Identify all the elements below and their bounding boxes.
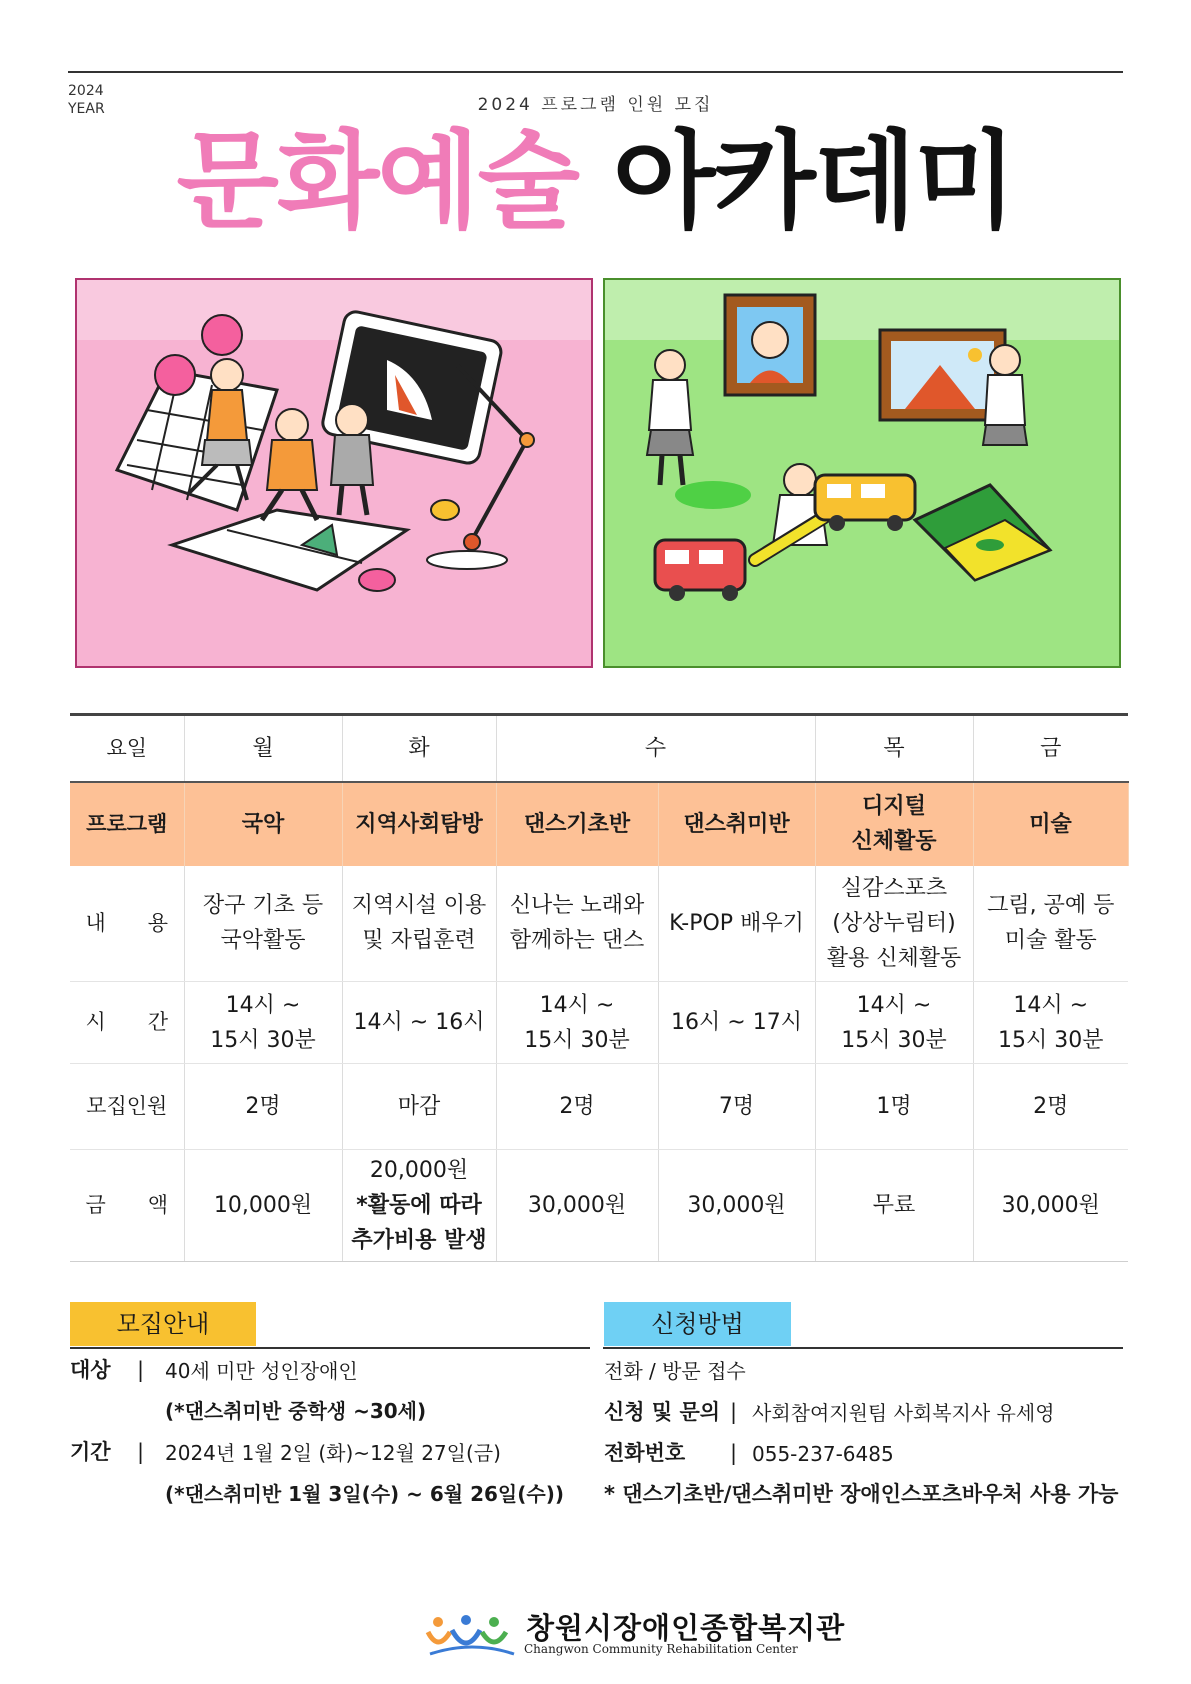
content-header: 내 용 xyxy=(70,866,184,982)
time-cell: 14시 ~ 16시 xyxy=(342,982,496,1064)
time-cell: 14시 ~ 15시 30분 xyxy=(184,982,342,1064)
day-thu: 목 xyxy=(815,715,973,782)
art-gallery-drawing-icon xyxy=(605,280,1119,666)
day-tue: 화 xyxy=(342,715,496,782)
illustration-right xyxy=(603,278,1121,668)
recruit-info-divider xyxy=(70,1347,590,1349)
footer-name-english: Changwon Community Rehabilitation Center xyxy=(524,1642,798,1656)
content-cell: 신나는 노래와 함께하는 댄스 xyxy=(496,866,658,982)
phone-value: 055-237-6485 xyxy=(752,1442,894,1466)
pipe-separator: | xyxy=(730,1441,738,1465)
program-row xyxy=(70,782,1128,866)
page-title xyxy=(0,118,1191,246)
fee-cell: 30,000원 xyxy=(658,1150,815,1262)
time-cell: 16시 ~ 17시 xyxy=(658,982,815,1064)
period-value: 2024년 1월 2일 (화)~12월 27일(금) xyxy=(165,1441,501,1465)
phone-key: 전화번호 xyxy=(604,1441,686,1465)
recruit-row xyxy=(70,1064,1128,1150)
program-name: 댄스취미반 xyxy=(658,782,815,866)
time-cell: 14시 ~ 15시 30분 xyxy=(496,982,658,1064)
footer-logo xyxy=(424,1610,520,1660)
fee-cell: 10,000원 xyxy=(184,1150,342,1262)
content-cell: 실감스포츠 (상상누림터) 활용 신체활동 xyxy=(815,866,973,982)
schedule-table xyxy=(70,713,1129,1262)
title-pink: 문화예술 xyxy=(176,120,579,243)
cheerleading-dance-study-icon xyxy=(77,280,591,666)
time-header: 시 간 xyxy=(70,982,184,1064)
program-header: 프로그램 xyxy=(70,782,184,866)
recruit-cell: 2명 xyxy=(496,1064,658,1150)
contact-key: 신청 및 문의 xyxy=(604,1400,721,1424)
time-cell: 14시 ~ 15시 30분 xyxy=(815,982,973,1064)
apply-info-divider xyxy=(603,1347,1123,1349)
welfare-center-logo-icon xyxy=(424,1610,520,1660)
fee-cell: 30,000원 xyxy=(496,1150,658,1262)
program-name: 디지털 신체활동 xyxy=(815,782,973,866)
contact-value: 사회참여지원팀 사회복지사 유세영 xyxy=(752,1401,1055,1425)
content-cell: 그림, 공예 등 미술 활동 xyxy=(973,866,1128,982)
content-row xyxy=(70,866,1128,982)
content-cell: 장구 기초 등 국악활동 xyxy=(184,866,342,982)
year-number: 2024 xyxy=(68,83,104,99)
target-value: 40세 미만 성인장애인 xyxy=(165,1359,358,1383)
fee-cell: 20,000원 *활동에 따라 추가비용 발생 xyxy=(342,1150,496,1262)
recruit-cell: 1명 xyxy=(815,1064,973,1150)
recruit-info-label: 모집안내 xyxy=(70,1302,256,1346)
fee-cell: 무료 xyxy=(815,1150,973,1262)
pipe-separator: | xyxy=(137,1440,145,1464)
day-wed: 수 xyxy=(496,715,815,782)
footer-name: 창원시장애인종합복지관 xyxy=(526,1611,846,1645)
voucher-note: * 댄스기초반/댄스취미반 장애인스포츠바우처 사용 가능 xyxy=(604,1482,1119,1506)
content-cell: 지역시설 이용 및 자립훈련 xyxy=(342,866,496,982)
fee-note: *활동에 따라 xyxy=(356,1193,482,1218)
program-name: 댄스기초반 xyxy=(496,782,658,866)
day-mon: 월 xyxy=(184,715,342,782)
program-name: 지역사회탐방 xyxy=(342,782,496,866)
apply-method: 전화 / 방문 접수 xyxy=(604,1359,746,1383)
content-cell: K-POP 배우기 xyxy=(658,866,815,982)
top-divider xyxy=(68,71,1123,73)
recruit-cell: 마감 xyxy=(342,1064,496,1150)
target-note: (*댄스취미반 중학생 ~30세) xyxy=(165,1399,427,1423)
pipe-separator: | xyxy=(137,1358,145,1382)
subtitle: 2024 프로그램 인원 모집 xyxy=(477,95,714,115)
recruit-header: 모집인원 xyxy=(70,1064,184,1150)
day-header: 요일 xyxy=(70,715,184,782)
program-name: 국악 xyxy=(184,782,342,866)
recruit-cell: 2명 xyxy=(184,1064,342,1150)
pipe-separator: | xyxy=(730,1400,738,1424)
recruit-cell: 2명 xyxy=(973,1064,1128,1150)
fee-cell: 30,000원 xyxy=(973,1150,1128,1262)
time-cell: 14시 ~ 15시 30분 xyxy=(973,982,1128,1064)
recruit-cell: 7명 xyxy=(658,1064,815,1150)
day-fri: 금 xyxy=(973,715,1128,782)
day-row xyxy=(70,715,1128,782)
illustration-left xyxy=(75,278,593,668)
period-note: (*댄스취미반 1월 3일(수) ~ 6월 26일(수)) xyxy=(165,1482,564,1506)
title-black: 아카데미 xyxy=(612,120,1015,243)
target-key: 대상 xyxy=(70,1358,111,1382)
apply-info-label: 신청방법 xyxy=(604,1302,791,1346)
program-name: 미술 xyxy=(973,782,1128,866)
year-word: YEAR xyxy=(68,101,105,117)
time-row xyxy=(70,982,1128,1064)
fee-row xyxy=(70,1150,1128,1262)
fee-header: 금 액 xyxy=(70,1150,184,1262)
fee-note: 추가비용 발생 xyxy=(351,1228,487,1253)
period-key: 기간 xyxy=(70,1440,111,1464)
